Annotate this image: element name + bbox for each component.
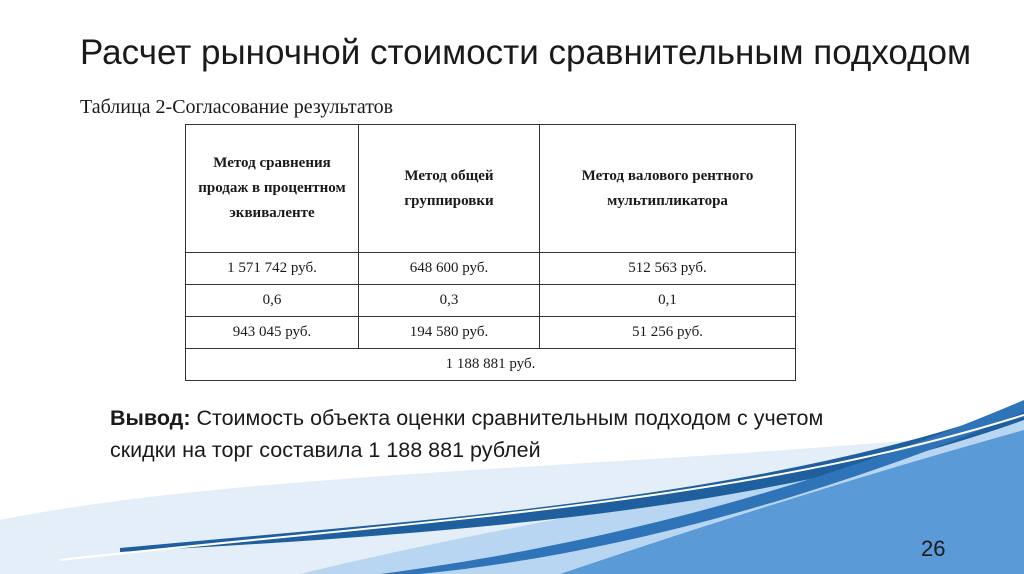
table-header-cell: Метод валового рентного мультипликатора (540, 125, 796, 253)
table-cell: 1 571 742 руб. (186, 253, 359, 285)
conclusion-paragraph (110, 402, 830, 466)
table-cell: 943 045 руб. (186, 317, 359, 349)
table-cell: 0,6 (186, 285, 359, 317)
table-header-row (186, 125, 796, 253)
results-table (185, 124, 796, 381)
table-cell: 194 580 руб. (359, 317, 540, 349)
conclusion-text: Стоимость объекта оценки сравнительным подходом с учетом скидки на торг составила 1 188 881 рублей (110, 406, 824, 462)
table-caption: Таблица 2-Согласование результатов (80, 96, 394, 118)
table-row (186, 253, 796, 285)
table-row (186, 317, 796, 349)
slide-title: Расчет рыночной стоимости сравнительным подходом (80, 33, 972, 72)
table-total-cell: 1 188 881 руб. (186, 349, 796, 381)
table-cell: 0,1 (540, 285, 796, 317)
table-cell: 648 600 руб. (359, 253, 540, 285)
conclusion-label: Вывод: (110, 406, 191, 430)
table-header-cell: Метод сравнения продаж в процентном эквиваленте (186, 125, 359, 253)
table-row (186, 285, 796, 317)
table-total-row (186, 349, 796, 381)
table-cell: 0,3 (359, 285, 540, 317)
table-cell: 51 256 руб. (540, 317, 796, 349)
page-number: 26 (921, 536, 946, 561)
table-header-cell: Метод общей группировки (359, 125, 540, 253)
table-cell: 512 563 руб. (540, 253, 796, 285)
